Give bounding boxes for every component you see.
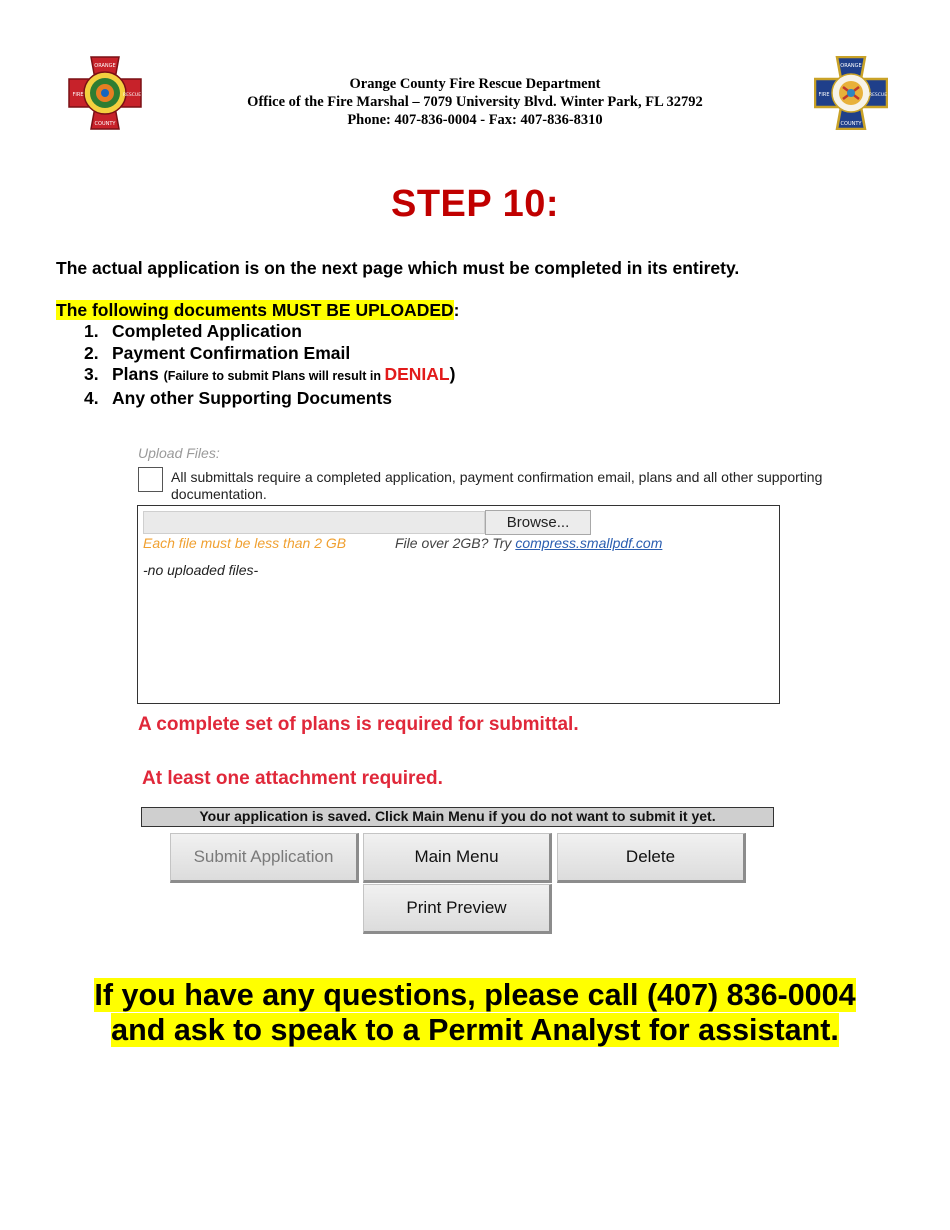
- print-preview-button[interactable]: Print Preview: [363, 884, 552, 934]
- file-upload-panel: [137, 505, 780, 704]
- saved-status-bar: Your application is saved. Click Main Menu if you do not want to submit it yet.: [141, 807, 774, 827]
- list-number: 1.: [84, 321, 99, 341]
- list-item: [84, 321, 455, 343]
- list-number: 4.: [84, 387, 99, 408]
- svg-text:COUNTY: COUNTY: [840, 121, 862, 127]
- list-item-label: Plans: [112, 364, 159, 384]
- documents-heading: [56, 300, 459, 321]
- department-name: Orange County Fire Rescue Department: [349, 76, 601, 92]
- list-item: [84, 364, 455, 388]
- contact-line-2: and ask to speak to a Permit Analyst for assistant.: [111, 1013, 839, 1047]
- file-size-note: Each file must be less than 2 GB: [143, 535, 347, 551]
- svg-text:RESCUE: RESCUE: [122, 93, 142, 98]
- svg-text:FIRE: FIRE: [818, 92, 830, 98]
- list-item: [84, 388, 455, 410]
- plans-note: (Failure to submit Plans will result in: [163, 369, 385, 383]
- contact-line-1: If you have any questions, please call (407) 836-0004: [94, 978, 856, 1012]
- denial-warning: DENIAL: [384, 364, 450, 384]
- acknowledge-checkbox[interactable]: [138, 467, 163, 492]
- uploaded-files-empty: -no uploaded files-: [143, 562, 259, 578]
- main-menu-button[interactable]: Main Menu: [363, 833, 552, 883]
- delete-button[interactable]: Delete: [557, 833, 746, 883]
- compress-link[interactable]: compress.smallpdf.com: [515, 535, 663, 551]
- documents-heading-colon: :: [453, 300, 460, 320]
- file-path-field[interactable]: [143, 511, 485, 534]
- svg-text:ORANGE: ORANGE: [94, 63, 116, 69]
- svg-text:RESCUE: RESCUE: [868, 93, 888, 98]
- step-title: STEP 10:: [390, 183, 560, 225]
- documents-heading-text: The following documents MUST BE UPLOADED: [56, 300, 454, 320]
- submit-application-button[interactable]: Submit Application: [170, 833, 359, 883]
- compress-hint: [395, 535, 662, 551]
- browse-button[interactable]: Browse...: [485, 510, 591, 535]
- svg-text:FIRE: FIRE: [72, 92, 84, 98]
- svg-text:ORANGE: ORANGE: [840, 63, 862, 69]
- plans-note-close: ): [449, 364, 456, 384]
- required-documents-list: [84, 321, 455, 409]
- upload-files-label: Upload Files:: [138, 445, 220, 461]
- list-item: [84, 343, 455, 365]
- list-number: 3.: [84, 364, 99, 384]
- plans-required-error: A complete set of plans is required for submittal.: [138, 714, 579, 735]
- list-item-label: Completed Application: [112, 321, 302, 341]
- letterhead: [0, 75, 950, 129]
- list-number: 2.: [84, 342, 99, 363]
- phone-fax: Phone: 407-836-0004 - Fax: 407-836-8310: [347, 112, 603, 128]
- svg-text:COUNTY: COUNTY: [94, 121, 116, 127]
- intro-text: The actual application is on the next page which must be completed in its entirety.: [56, 258, 740, 278]
- list-item-label: Any other Supporting Documents: [112, 387, 392, 408]
- list-item-label: Payment Confirmation Email: [112, 342, 351, 363]
- office-address: Office of the Fire Marshal – 7079 University Blvd. Winter Park, FL 32792: [247, 94, 703, 110]
- attachment-required-error: At least one attachment required.: [142, 768, 443, 789]
- compress-hint-text: File over 2GB? Try: [395, 535, 516, 551]
- contact-footer: [0, 978, 950, 1048]
- acknowledge-checkbox-label: All submittals require a completed application, payment confirmation email, plans and all other supporting documentation.: [171, 469, 823, 502]
